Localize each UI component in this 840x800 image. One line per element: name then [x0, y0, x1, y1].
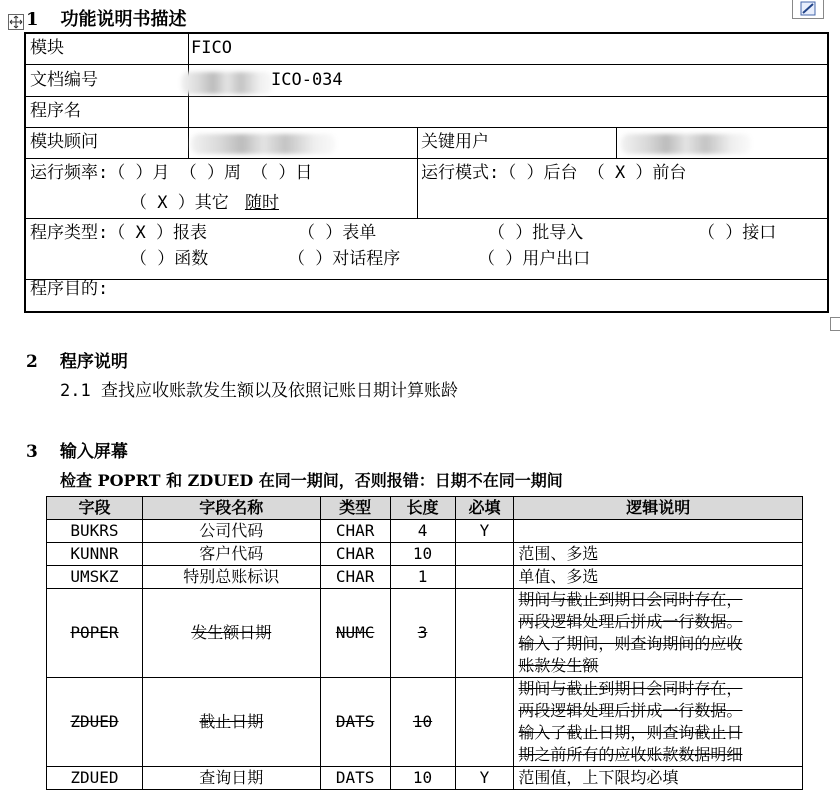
module-value: FICO [191, 38, 232, 58]
cell-name: 客户代码 [142, 543, 320, 566]
header-length: 长度 [390, 497, 455, 520]
cell-length: 1 [390, 566, 455, 589]
cell-name: 截止日期 [142, 678, 320, 767]
program-type-form: （ ）表单 [298, 223, 377, 243]
cell-type: CHAR [320, 566, 390, 589]
cell-length: 3 [390, 589, 455, 678]
cell-logic: 范围、多选 [514, 543, 803, 566]
cell-required [455, 589, 514, 678]
header-required: 必填 [455, 497, 514, 520]
redacted-doc-prefix [181, 72, 273, 94]
logic-line: 输入了期间，则查询期间的应收 [518, 634, 743, 653]
logic-line: 两段逻辑处理后拼成一行数据。 [518, 701, 743, 720]
run-frequency-line2 [130, 193, 279, 213]
program-type-report: 程序类型:（ X ）报表 [30, 223, 207, 243]
run-frequency-other: （ X ）其它 [130, 193, 229, 213]
program-type-user-exit: （ ）用户出口 [478, 249, 591, 269]
program-name-label: 程序名 [30, 101, 81, 121]
table-header-row [47, 497, 803, 520]
redacted-key-user-name [621, 134, 751, 154]
cell-required [455, 543, 514, 566]
consultant-label: 模块顾问 [30, 132, 98, 152]
cell-type: DATS [320, 767, 390, 790]
section-2-title: 程序说明 [59, 352, 128, 372]
program-purpose-label: 程序目的: [30, 279, 109, 299]
run-mode-line: 运行模式:（ ）后台 （ X ）前台 [421, 163, 687, 183]
redacted-consultant-name [191, 134, 336, 154]
cell-logic: 单值、多选 [514, 566, 803, 589]
input-fields-table [46, 496, 803, 790]
cell-length: 10 [390, 767, 455, 790]
cell-type: CHAR [320, 543, 390, 566]
logic-line: 期之前所有的应收账款数据明细 [518, 745, 743, 764]
cell-name: 发生额日期 [142, 589, 320, 678]
heading-1-number: 1 [26, 9, 39, 30]
table-row-deleted [47, 589, 803, 678]
layout-marker [830, 317, 840, 331]
section-2-1-text: 2.1 查找应收账款发生额以及依照记账日期计算账龄 [60, 381, 458, 401]
cell-field: POPER [47, 589, 143, 678]
cell-type: NUMC [320, 589, 390, 678]
section-3-note: 检查 POPRT 和 ZDUED 在同一期间，否则报错：日期不在同一期间 [60, 471, 563, 490]
section-2-heading [26, 347, 128, 372]
cell-required [455, 678, 514, 767]
spec-form-table [24, 32, 829, 313]
cell-logic [514, 678, 803, 767]
run-frequency-line1: 运行频率:（ ）月 （ ）周 （ ）日 [30, 163, 313, 183]
program-type-interface: （ ）接口 [698, 223, 777, 243]
program-type-batch-import: （ ）批导入 [488, 223, 584, 243]
table-move-handle-icon[interactable] [8, 14, 24, 30]
table-row [47, 767, 803, 790]
cell-length: 10 [390, 543, 455, 566]
cell-field: UMSKZ [47, 566, 143, 589]
cell-field: BUKRS [47, 520, 143, 543]
cell-type: CHAR [320, 520, 390, 543]
section-2-number: 2 [26, 352, 38, 372]
cell-field: ZDUED [47, 678, 143, 767]
cell-name: 查询日期 [142, 767, 320, 790]
cell-required: Y [455, 520, 514, 543]
cell-name: 特别总账标识 [142, 566, 320, 589]
key-user-label: 关键用户 [421, 132, 489, 152]
header-logic: 逻辑说明 [514, 497, 803, 520]
cell-required [455, 566, 514, 589]
cell-logic [514, 520, 803, 543]
heading-1-title: 功能说明书描述 [60, 9, 187, 30]
cell-length: 10 [390, 678, 455, 767]
logic-line: 两段逻辑处理后拼成一行数据。 [518, 612, 743, 631]
edit-icon[interactable] [792, 0, 824, 19]
cell-field: KUNNR [47, 543, 143, 566]
doc-number-label: 文档编号 [30, 70, 98, 90]
logic-line: 期间与截止到期日会同时存在， [518, 679, 743, 698]
section-3-heading [26, 437, 128, 462]
header-type: 类型 [320, 497, 390, 520]
section-3-number: 3 [26, 442, 38, 462]
logic-line: 期间与截止到期日会同时存在， [518, 590, 743, 609]
header-field: 字段 [47, 497, 143, 520]
heading-1 [26, 5, 187, 31]
table-row-deleted [47, 678, 803, 767]
table-row [47, 566, 803, 589]
logic-line: 输入了截止日期，则查询截止日 [518, 723, 743, 742]
section-3-title: 输入屏幕 [59, 442, 128, 462]
cell-required: Y [455, 767, 514, 790]
logic-line: 账款发生额 [518, 656, 599, 675]
run-frequency-other-value: 随时 [244, 193, 279, 213]
table-row [47, 543, 803, 566]
cell-name: 公司代码 [142, 520, 320, 543]
header-field-name: 字段名称 [142, 497, 320, 520]
doc-number-value: ICO-034 [271, 70, 343, 90]
program-type-function: （ ）函数 [130, 249, 209, 269]
cell-type: DATS [320, 678, 390, 767]
program-type-dialog: （ ）对话程序 [288, 249, 401, 269]
table-row [47, 520, 803, 543]
cell-logic: 范围值，上下限均必填 [514, 767, 803, 790]
module-label: 模块 [30, 38, 64, 58]
cell-length: 4 [390, 520, 455, 543]
cell-field: ZDUED [47, 767, 143, 790]
cell-logic [514, 589, 803, 678]
